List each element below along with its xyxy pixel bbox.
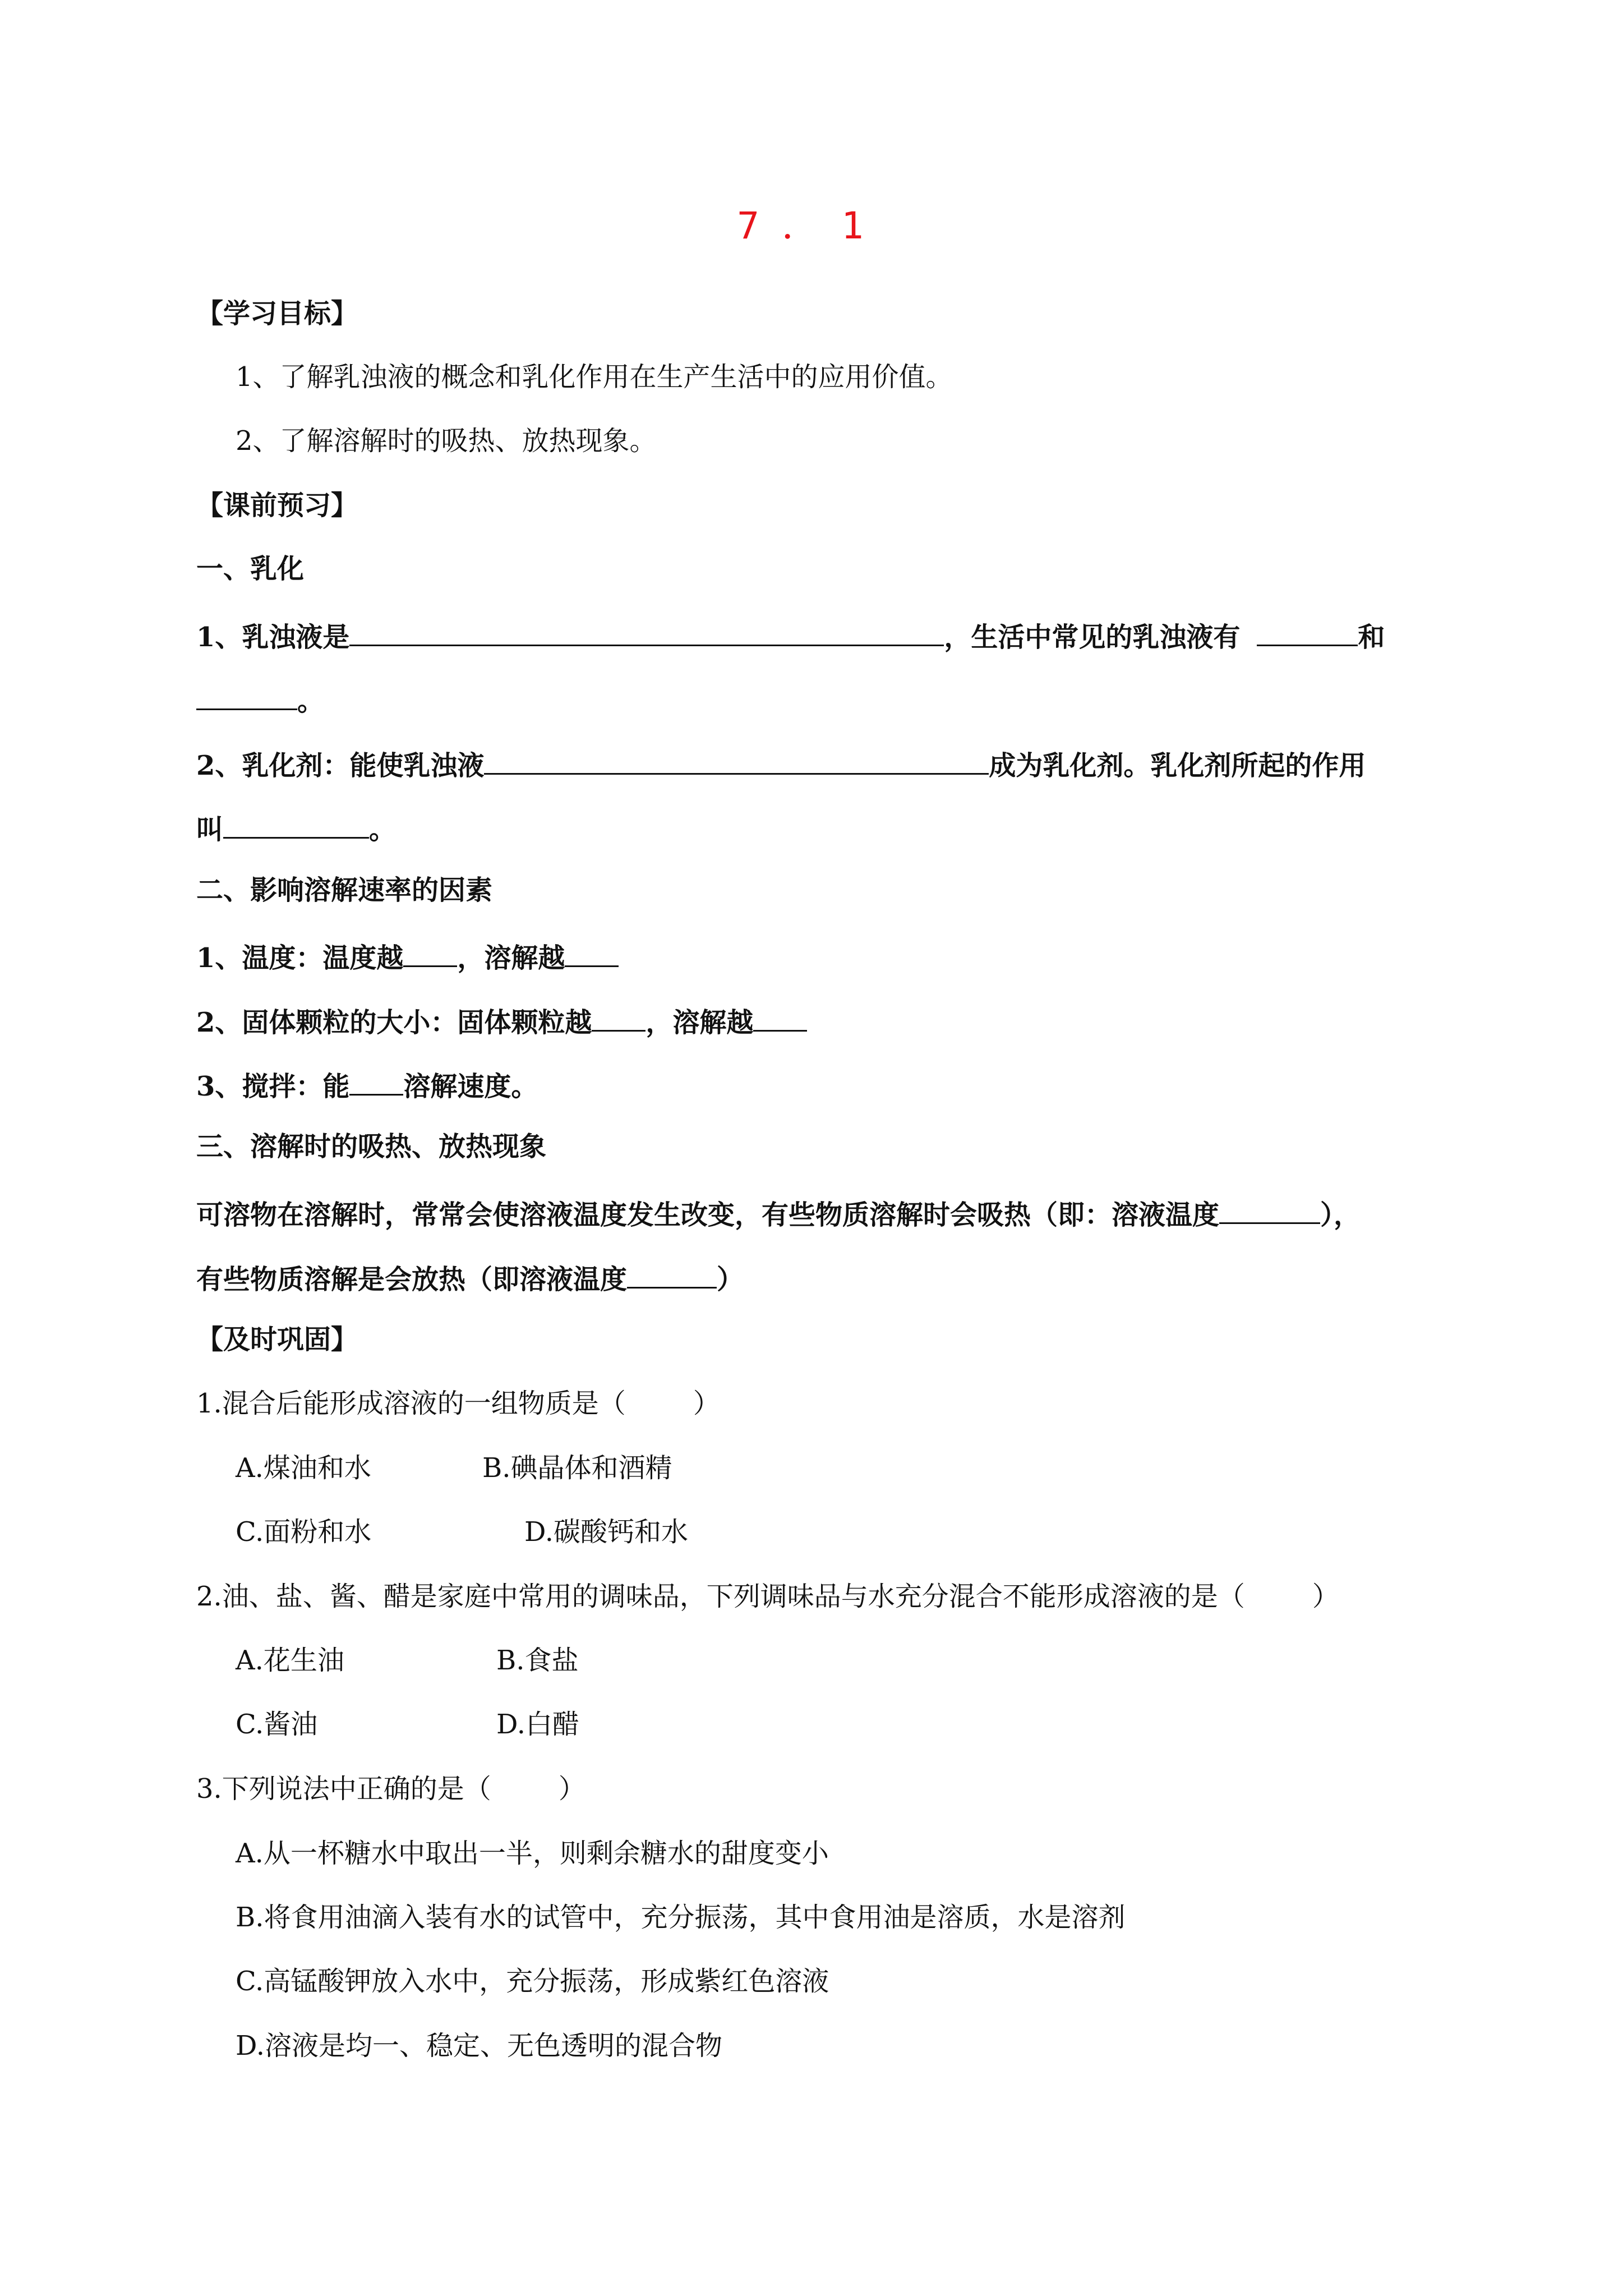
practice-question-2: [196, 1583, 1339, 1610]
option-2-c[interactable]: C.酱油: [236, 1709, 318, 1740]
question-emulsifier: [196, 748, 1366, 779]
answer-blank[interactable]: [484, 748, 989, 775]
option-2-a[interactable]: A.花生油: [236, 1645, 344, 1676]
option-3-c[interactable]: C.高锰酸钾放入水中，充分振荡，形成紫红色溶液: [236, 1966, 829, 1997]
question-text: 1、乳浊液是: [196, 622, 350, 653]
question-text: ，溶解越: [645, 1007, 754, 1038]
option-2-d[interactable]: D.白醋: [496, 1709, 580, 1740]
section-rate-title: 二、影响溶解速率的因素: [196, 875, 493, 906]
option-2-b[interactable]: B.食盐: [496, 1645, 579, 1676]
answer-blank[interactable]: [196, 684, 297, 710]
answer-blank[interactable]: [1257, 620, 1358, 646]
question-text: 成为乳化剂。乳化剂所起的作用: [989, 750, 1366, 781]
question-emulsifier-cont: [196, 812, 396, 843]
question-text: 叫: [196, 814, 224, 845]
practice-header: 【及时巩固】: [196, 1324, 358, 1355]
option-1-a[interactable]: A.煤油和水: [236, 1452, 371, 1484]
answer-blank[interactable]: [403, 941, 457, 967]
question-close: ）: [558, 1773, 585, 1805]
question-text: 。: [369, 814, 396, 845]
option-1-b[interactable]: B.碘晶体和酒精: [482, 1452, 672, 1484]
question-emulsion-cont: [196, 684, 324, 715]
option-3-b[interactable]: B.将食用油滴入装有水的试管中，充分振荡，其中食用油是溶质，水是溶剂: [236, 1902, 1126, 1933]
answer-blank[interactable]: [592, 1005, 645, 1032]
section-heat-title: 三、溶解时的吸热、放热现象: [196, 1131, 547, 1162]
factor-particle-size: [196, 1005, 807, 1036]
question-close: ）: [1312, 1581, 1339, 1612]
question-text: 2、固体颗粒的大小：固体颗粒越: [196, 1007, 592, 1038]
paragraph-text: 有些物质溶解是会放热（即溶液温度: [196, 1264, 628, 1295]
heat-paragraph-line-2: [196, 1262, 744, 1293]
question-text: ，溶解越: [457, 942, 565, 974]
question-close: ）: [693, 1388, 720, 1419]
option-1-c[interactable]: C.面粉和水: [236, 1516, 372, 1548]
practice-question-1: [196, 1390, 720, 1417]
page-title: 7．1: [737, 204, 886, 247]
question-stem: 1.混合后能形成溶液的一组物质是（: [196, 1388, 626, 1419]
factor-stirring: [196, 1069, 538, 1100]
paragraph-text: ）: [717, 1264, 744, 1295]
objective-1: 1、了解乳浊液的概念和乳化作用在生产生活中的应用价值。: [236, 361, 953, 393]
practice-question-3: [196, 1773, 585, 1805]
paragraph-text: ），: [1320, 1199, 1361, 1231]
option-1-d[interactable]: D.碳酸钙和水: [524, 1516, 689, 1548]
factor-temperature: [196, 941, 619, 972]
question-emulsion: [196, 620, 1385, 651]
question-text: ，生活中常见的乳浊液有: [944, 622, 1241, 653]
objectives-header: 【学习目标】: [196, 298, 358, 329]
paragraph-text: 可溶物在溶解时，常常会使溶液温度发生改变，有些物质溶解时会吸热（即：溶液温度: [196, 1199, 1220, 1231]
answer-blank[interactable]: [753, 1005, 807, 1032]
question-stem: 3.下列说法中正确的是（: [196, 1773, 491, 1805]
answer-blank[interactable]: [565, 941, 619, 967]
answer-blank[interactable]: [223, 812, 369, 839]
answer-blank[interactable]: [349, 620, 944, 646]
option-3-a[interactable]: A.从一杯糖水中取出一半，则剩余糖水的甜度变小: [236, 1838, 829, 1869]
objective-2: 2、了解溶解时的吸热、放热现象。: [236, 425, 657, 457]
preview-header: 【课前预习】: [196, 490, 358, 521]
answer-blank[interactable]: [349, 1069, 403, 1096]
answer-blank[interactable]: [627, 1262, 717, 1289]
section-emulsify-title: 一、乳化: [196, 553, 305, 585]
question-text: 3、搅拌：能: [196, 1071, 350, 1102]
heat-paragraph-line-1: [196, 1198, 1361, 1231]
option-3-d[interactable]: D.溶液是均一、稳定、无色透明的混合物: [236, 2030, 723, 2062]
question-text: 1、温度：温度越: [196, 942, 404, 974]
question-text: 溶解速度。: [403, 1071, 538, 1102]
question-text: 和: [1358, 622, 1385, 653]
question-text: 。: [297, 685, 325, 717]
answer-blank[interactable]: [1219, 1198, 1320, 1224]
question-stem: 2.油、盐、酱、醋是家庭中常用的调味品，下列调味品与水充分混合不能形成溶液的是（: [196, 1581, 1245, 1612]
question-text: 2、乳化剂：能使乳浊液: [196, 750, 485, 781]
